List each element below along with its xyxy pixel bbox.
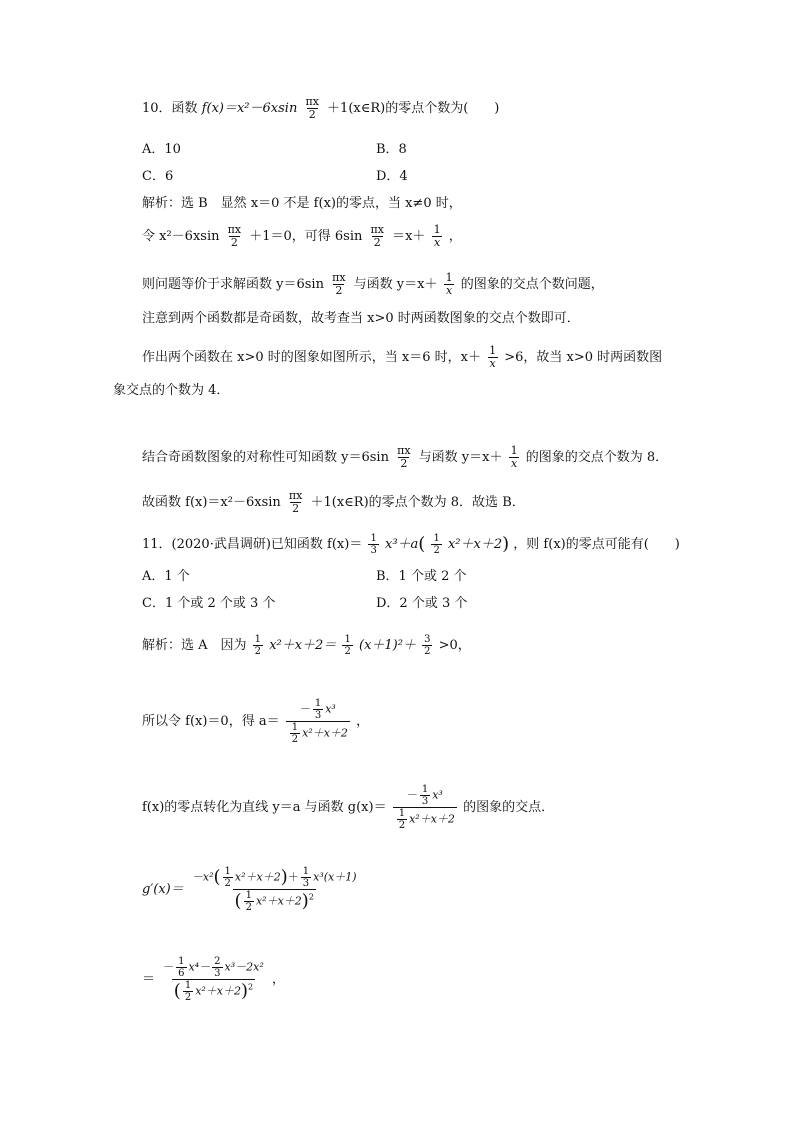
fraction-1-over-2: $\frac{1}{2}$ [254,634,262,657]
q10-option-c: C．6 [142,169,174,184]
q10-solution-line-3: 则问题等价于求解函数 y＝6sin $\frac{\pi x}{2}$ 与函数 y＝x＋ $\frac{1}{x}$ 的图象的交点个数问题， [142,271,604,298]
q11-option-a: A．1 个 [142,569,190,584]
fraction-pi-x-over-2: $\frac{\pi x}{2}$ [332,271,346,298]
fraction-1-over-x: $\frac{1}{x}$ [445,271,453,298]
q11-derivative-line-2: ＝ － $\frac{1}{6}$ x⁴－ $\frac{2}{3}$ x³－2x² ( $\frac{1}{2}$ x²＋x＋2)$^2$ ， [142,956,285,1003]
q11-solution-line-2: 所以令 f(x)＝0，得 a＝ － $\frac{1}{3}$ x³ $\frac{1}{2}$ x²＋x＋2 ， [142,698,370,745]
q10-solution-line-2: 令 x²－6xsin $\frac{\pi x}{2}$ ＋1＝0，可得 6sin $\frac{\pi x}{2}$ ＝x＋ $\frac{1}{x}$ ， [142,223,462,250]
fraction-g-expression: － $\frac{1}{3}$ x³ $\frac{1}{2}$ x²＋x＋2 [393,784,457,831]
q10-solution-line-6: 象交点的个数为 4． [113,383,230,398]
fraction-1-over-x: $\frac{1}{x}$ [510,444,518,471]
q11-option-c: C．1 个或 2 个或 3 个 [142,596,276,611]
q11-option-b: B．1 个或 2 个 [376,569,467,584]
q10-solution-line-8: 故函数 f(x)＝x²－6xsin $\frac{\pi x}{2}$ ＋1(x∈R)的零点个数为 8．故选 B． [142,489,525,516]
fraction-1-over-2: $\frac{1}{2}$ [344,634,351,657]
fraction-derivative-simplified: － $\frac{1}{6}$ x⁴－ $\frac{2}{3}$ x³－2x² ( $\frac{1}{2}$ x²＋x＋2)$^2$ [163,956,264,1003]
q11-stem: 11．(2020·武昌调研)已知函数 f(x)＝ $\frac{1}{3}$ x³＋a( $\frac{1}{2}$ x²＋x＋2) ，则 f(x)的零点可能有( ) [142,533,680,556]
q10-stem [142,96,499,121]
fraction-1-over-x: $\frac{1}{x}$ [489,344,497,371]
fraction-pi-x-over-2: $\frac{\pi x}{2}$ [227,223,242,250]
fraction-pi-x-over-2: $\frac{\pi x}{2}$ [288,489,303,516]
fraction-3-over-2: $\frac{3}{2}$ [424,634,431,657]
q11-option-d: D．2 个或 3 个 [376,596,468,611]
fraction-pi-x-over-2: $\frac{\pi x}{2}$ [305,95,319,122]
q10-option-d: D．4 [376,169,408,184]
fraction-1-over-x: $\frac{1}{x}$ [433,223,441,250]
q11-solution-line-3: f(x)的零点转化为直线 y＝a 与函数 g(x)＝ － $\frac{1}{3}$ x³ $\frac{1}{2}$ x²＋x＋2 的图象的交点． [142,784,555,831]
q10-number: 10．函数 [142,101,198,117]
q10-stem-tail: ＋1(x∈R)的零点个数为( ) [327,101,500,117]
q10-function: f(x)＝x²－6xsin [201,101,298,117]
q10-solution-line-7: 结合奇函数图象的对称性可知函数 y＝6sin $\frac{\pi x}{2}$ 与函数 y＝x＋ $\frac{1}{x}$ 的图象的交点个数为 8． [142,444,669,471]
fraction-pi-x-over-2: $\frac{\pi x}{2}$ [370,223,384,250]
q10-solution-line-5: 作出两个函数在 x>0 时的图象如图所示，当 x＝6 时，x＋ $\frac{1}{x}$ >6，故当 x>0 时两函数图 [142,344,663,371]
q10-option-a: A．10 [142,142,181,157]
q11-derivative-line-1: g′(x)＝ －x²( $\frac{1}{2}$ x²＋x＋2)＋ $\frac{1}{3}$ x³(x＋1) ( $\frac{1}{2}$ x²＋x＋2)$^2$ [142,866,357,913]
q10-option-b: B．8 [376,142,407,157]
fraction-pi-x-over-2: $\frac{\pi x}{2}$ [397,444,411,471]
q11-solution-line-1: 解析：选 A 因为 $\frac{1}{2}$ x²＋x＋2＝ $\frac{1}{2}$ (x＋1)²＋ $\frac{3}{2}$ >0， [142,634,471,657]
fraction-1-over-3: $\frac{1}{3}$ [370,533,377,556]
q10-solution-line-4: 注意到两个函数都是奇函数，故考查当 x>0 时两函数图象的交点个数即可． [142,311,580,326]
fraction-1-over-2: $\frac{1}{2}$ [433,533,440,556]
fraction-derivative: －x²( $\frac{1}{2}$ x²＋x＋2)＋ $\frac{1}{3}$ x³(x＋1) ( $\frac{1}{2}$ x²＋x＋2)$^2$ [191,866,357,913]
q10-solution-line-1: 解析：选 B 显然 x＝0 不是 f(x)的零点，当 x≠0 时， [142,196,462,211]
fraction-a-expression: － $\frac{1}{3}$ x³ $\frac{1}{2}$ x²＋x＋2 [286,698,350,745]
